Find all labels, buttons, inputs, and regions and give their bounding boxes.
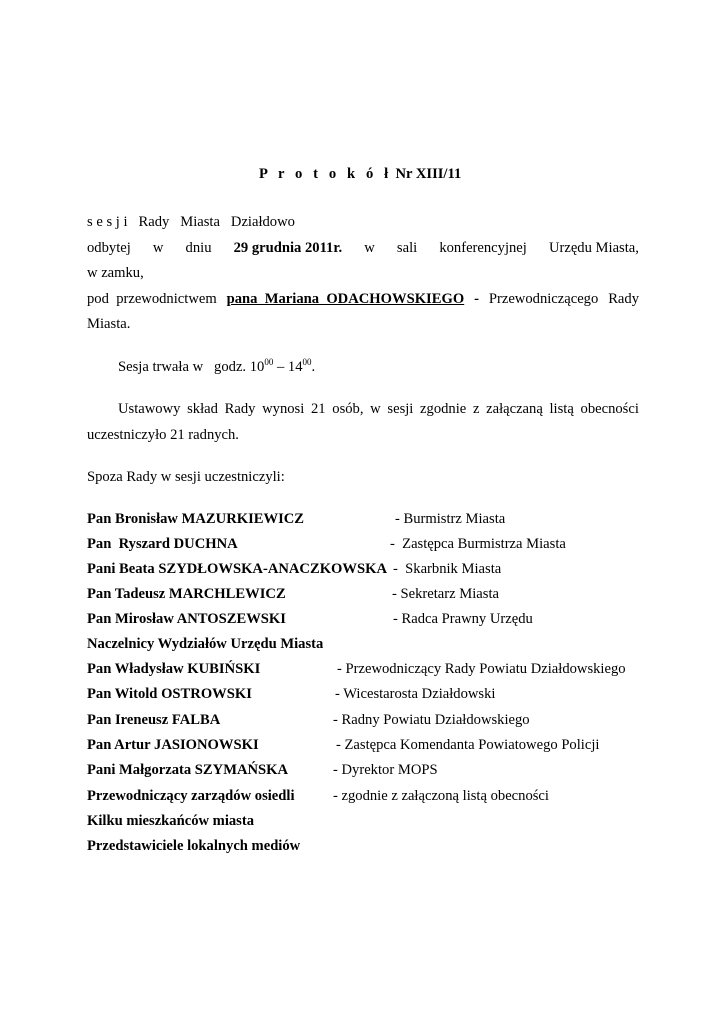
- document-title: [259, 165, 461, 183]
- title-number: Nr XIII/11: [395, 166, 462, 182]
- attendee-role: - Burmistrz Miasta: [395, 511, 506, 527]
- session-time-suffix: .: [311, 359, 316, 375]
- word: osób,: [332, 401, 364, 417]
- word: Urzędu Miasta,: [548, 240, 639, 256]
- attendee-role: - Zastępca Burmistrza Miasta: [390, 536, 566, 552]
- word: obecności: [580, 401, 639, 417]
- attendee-group: Naczelnicy Wydziałów Urzędu Miasta: [87, 636, 324, 652]
- attendee-name: Pani Małgorzata SZYMAŃSKA: [87, 762, 289, 778]
- title-word: P r o t o k ó ł: [259, 166, 392, 182]
- word: w: [152, 240, 164, 256]
- chairman-name: pana Mariana ODACHOWSKIEGO: [226, 291, 465, 307]
- attendee-name: Pan Ireneusz FALBA: [87, 712, 221, 728]
- attendee-role: - Skarbnik Miasta: [393, 561, 502, 577]
- attendee-name: Pan Tadeusz MARCHLEWICZ: [87, 586, 286, 602]
- attendee-role: - zgodnie z załączoną listą obecności: [333, 788, 549, 804]
- word: odbytej: [87, 240, 131, 256]
- word: Przewodniczącego: [488, 291, 599, 307]
- word: Rady: [224, 401, 256, 417]
- word: listą: [549, 401, 574, 417]
- attendee-name: Pan Władysław KUBIŃSKI: [87, 661, 261, 677]
- date-location-line: [87, 239, 639, 257]
- attendee-role: - Radca Prawny Urzędu: [393, 611, 533, 627]
- attendee-role: - Sekretarz Miasta: [392, 586, 499, 602]
- word: wynosi: [262, 401, 305, 417]
- attendee-name: Pani Beata SZYDŁOWSKA-ANACZKOWSKA: [87, 561, 388, 577]
- word: Rady: [608, 291, 639, 307]
- session-line: s e s j i Rady Miasta Działdowo: [87, 214, 295, 230]
- attendee-role: - Przewodniczący Rady Powiatu Działdowskiego: [337, 661, 626, 677]
- chair-prefix: pod przewodnictwem: [87, 291, 217, 307]
- session-time-sup-end: 00: [302, 357, 312, 367]
- attendee-name: Pan Witold OSTROWSKI: [87, 686, 252, 702]
- word: Ustawowy: [118, 401, 181, 417]
- attendee-role: - Zastępca Komendanta Powiatowego Policji: [336, 737, 600, 753]
- attendee-role: - Wicestarosta Działdowski: [335, 686, 496, 702]
- chair-line-end: Miasta.: [87, 316, 131, 332]
- session-time-mid: – 14: [273, 359, 303, 375]
- word: zgodnie: [420, 401, 467, 417]
- word: w: [370, 401, 381, 417]
- attendee-group: Kilku mieszkańców miasta: [87, 813, 255, 829]
- session-time-sup-start: 00: [264, 357, 274, 367]
- attendee-role: - Radny Powiatu Działdowskiego: [333, 712, 530, 728]
- attendee-role: - Dyrektor MOPS: [333, 762, 438, 778]
- outside-header: Spoza Rady w sesji uczestniczyli:: [87, 469, 285, 485]
- word: w: [364, 240, 375, 256]
- session-date: 29 grudnia 2011r.: [233, 240, 343, 256]
- attendee-name: Pan Mirosław ANTOSZEWSKI: [87, 611, 286, 627]
- word: z: [472, 401, 480, 417]
- attendee-name: Pan Artur JASIONOWSKI: [87, 737, 259, 753]
- attendee-group: Przewodniczący zarządów osiedli: [87, 788, 295, 804]
- word: dniu: [185, 240, 212, 256]
- word: sali: [396, 240, 418, 256]
- session-time: [118, 358, 315, 376]
- word: skład: [187, 401, 218, 417]
- attendee-group: Przedstawiciele lokalnych mediów: [87, 838, 301, 854]
- word: konferencyjnej: [439, 240, 527, 256]
- word: sesji: [387, 401, 414, 417]
- attendee-name: Pan Bronisław MAZURKIEWICZ: [87, 511, 305, 527]
- chair-dash: -: [474, 291, 479, 307]
- chair-line: [87, 290, 639, 308]
- attendee-name: Pan Ryszard DUCHNA: [87, 536, 238, 552]
- word: 21: [310, 401, 326, 417]
- location-line: w zamku,: [87, 265, 144, 281]
- session-time-prefix: Sesja trwała w godz. 10: [118, 359, 265, 375]
- composition-line-end: uczestniczyło 21 radnych.: [87, 427, 239, 443]
- word: załączaną: [486, 401, 543, 417]
- composition-line: [118, 400, 639, 418]
